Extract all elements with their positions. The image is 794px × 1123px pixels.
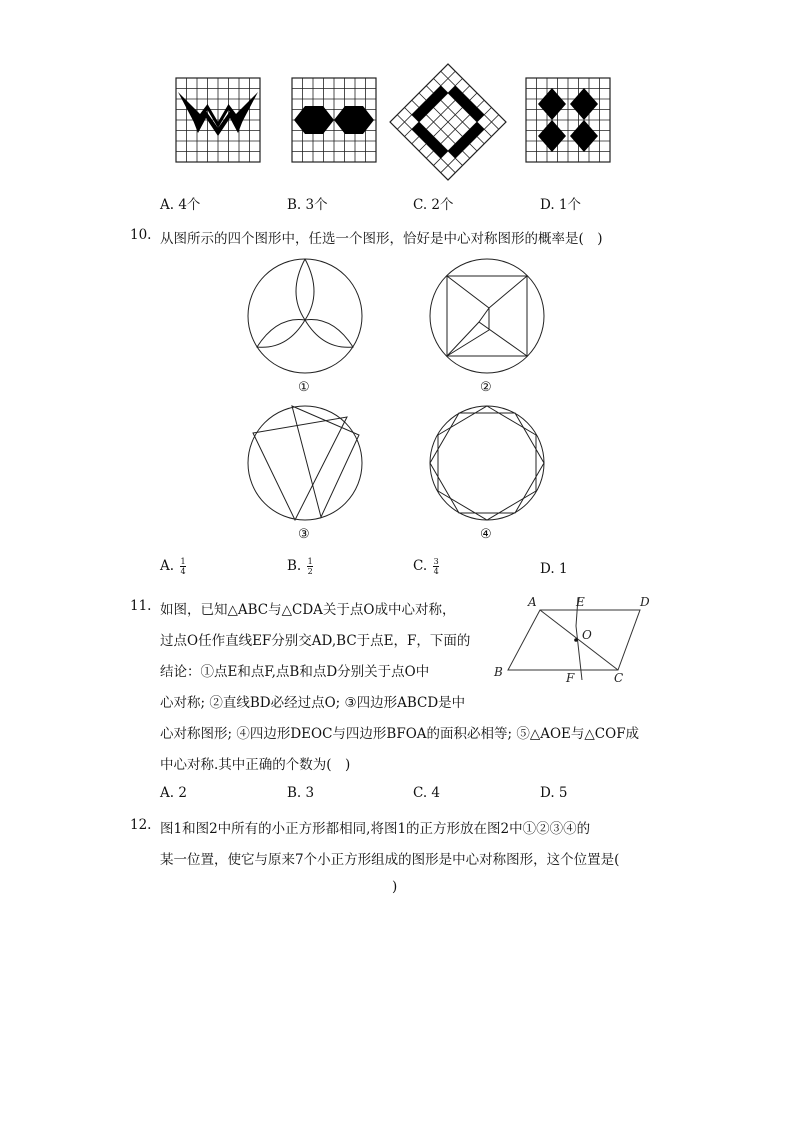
q10-figure-2-label: ② (480, 380, 492, 395)
q11-option-c[interactable]: C. 4 (413, 785, 441, 801)
q10-option-a[interactable] (160, 557, 186, 576)
q10-option-c-prefix: C. (413, 558, 428, 574)
q10-option-c[interactable] (413, 557, 439, 576)
q10-option-c-denominator: 4 (433, 567, 439, 576)
q11-line-1: 如图，已知△ABC与△CDA关于点O成中心对称， (160, 602, 456, 618)
q9-option-b[interactable]: B. 3个 (287, 197, 328, 213)
q12-line-2: 某一位置，使它与原来7个小正方形组成的图形是中心对称图形，这个位置是( (160, 852, 620, 868)
q10-figure-1-label: ① (298, 380, 310, 395)
q11-line-5: 心对称图形; ④四边形DEOC与四边形BFOA的面积必相等; ⑤△AOE与△COF成 (160, 726, 640, 742)
q10-option-c-fraction (433, 557, 439, 576)
q10-option-d-prefix: D. (540, 561, 555, 577)
q9-figure-3-diamond-grid (388, 62, 508, 182)
q11-point-f: F (566, 671, 575, 685)
q11-point-c: C (614, 671, 624, 685)
q11-line-6: 中心对称.其中正确的个数为( ) (160, 757, 351, 773)
q11-parallelogram-figure (490, 592, 670, 685)
q11-line-4: 心对称; ②直线BD必经过点O; ③四边形ABCD是中 (160, 695, 466, 711)
q9-figure-4-four-diamonds (526, 78, 616, 168)
q11-point-o: O (582, 628, 592, 642)
q11-option-b[interactable]: B. 3 (287, 785, 315, 801)
q9-figure-1-w-shape (176, 78, 266, 168)
q10-option-a-prefix: A. (160, 558, 175, 574)
q10-option-a-denominator: 4 (180, 567, 186, 576)
q11-option-d[interactable]: D. 5 (540, 785, 568, 801)
q11-point-a: A (528, 595, 537, 609)
q10-option-a-fraction (180, 557, 186, 576)
q10-option-b[interactable] (287, 557, 313, 576)
q10-figure-1-trefoil-circle (247, 258, 367, 378)
q10-option-b-denominator: 2 (307, 567, 313, 576)
q11-point-d: D (640, 595, 650, 609)
q11-line-2: 过点O任作直线EF分别交AD,BC于点E，F，下面的 (160, 633, 471, 649)
q10-figure-2-pinwheel-circle (429, 258, 549, 378)
q10-option-d-value: 1 (558, 561, 568, 577)
q11-line-3: 结论：①点E和点F,点B和点D分别关于点O中 (160, 664, 430, 680)
q12-line-1: 图1和图2中所有的小正方形都相同,将图1的正方形放在图2中①②③④的 (160, 821, 591, 837)
q10-figure-3-star-circle (247, 405, 367, 525)
q10-figure-3-label: ③ (298, 527, 310, 542)
q9-option-c[interactable]: C. 2个 (413, 197, 454, 213)
q9-figure-2-two-hexagons (292, 78, 382, 168)
q10-question-text: 从图所示的四个图形中，任选一个图形，恰好是中心对称图形的概率是( ) (160, 231, 603, 247)
q10-option-b-fraction (307, 557, 313, 576)
q12-line-3: ) (392, 879, 398, 895)
q10-figure-4-label: ④ (480, 527, 492, 542)
q10-figure-4-hexagons-circle (429, 405, 549, 525)
q9-option-d[interactable]: D. 1个 (540, 197, 582, 213)
q12-number: 12. (130, 817, 152, 833)
q10-option-c-numerator: 3 (433, 557, 439, 566)
q10-option-b-numerator: 1 (307, 557, 313, 566)
q11-number: 11. (130, 598, 152, 614)
q10-option-a-numerator: 1 (180, 557, 186, 566)
q11-point-e: E (576, 595, 585, 609)
q11-point-b: B (494, 665, 503, 679)
q11-option-a[interactable]: A. 2 (160, 785, 187, 801)
q10-option-b-prefix: B. (287, 558, 302, 574)
q9-option-a[interactable]: A. 4个 (160, 197, 201, 213)
q10-number: 10. (130, 227, 152, 243)
q10-option-d[interactable] (540, 561, 568, 577)
